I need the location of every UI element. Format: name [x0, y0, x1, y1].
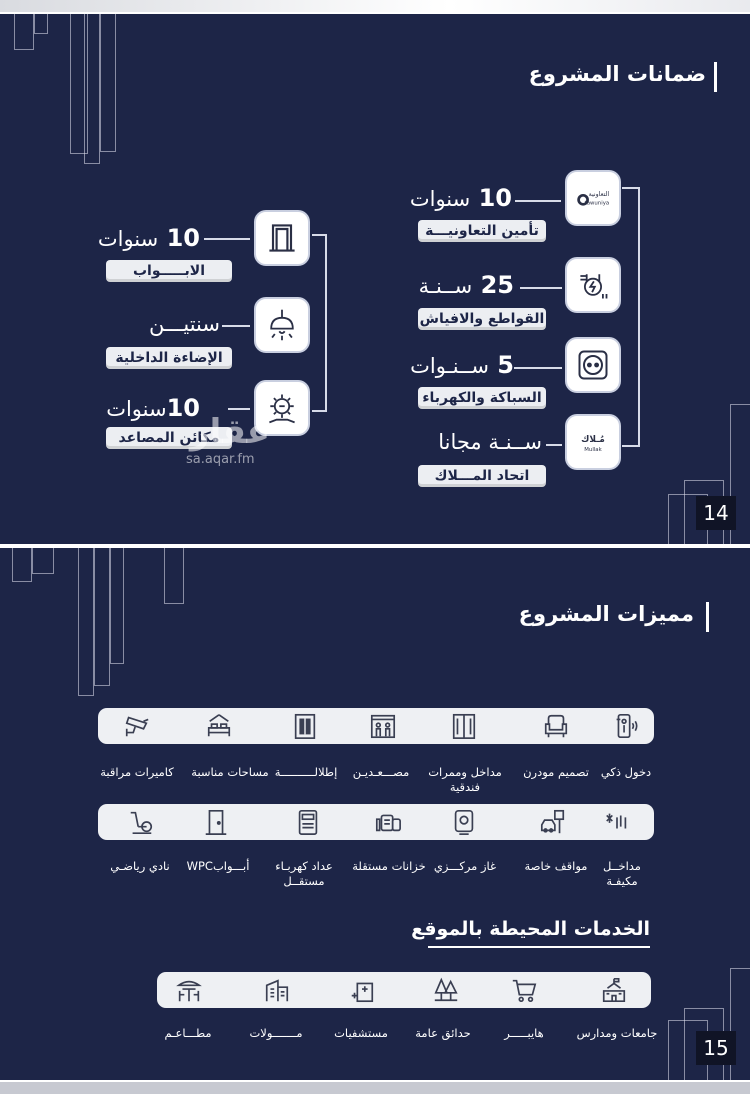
- smart-lock-icon: [608, 711, 642, 741]
- door-icon: [199, 807, 233, 837]
- guarantee-label: القواطع والافياش: [418, 308, 546, 330]
- decor-frame: [94, 548, 110, 686]
- cctv-camera-icon: [120, 711, 154, 741]
- electric-meter-icon: [291, 807, 325, 837]
- feature-label: مساحات مناسبة: [191, 765, 269, 779]
- decor-frame: [12, 548, 32, 582]
- connector-line: [622, 187, 640, 189]
- decor-frame: [14, 14, 34, 50]
- services-title: الخدمات المحيطة بالموقع: [411, 918, 650, 940]
- bedroom-icon: [202, 711, 236, 741]
- connector-line: [520, 287, 562, 289]
- feature-label: كاميرات مراقبة: [100, 765, 174, 779]
- page-title: ضمانات المشروع: [528, 62, 706, 86]
- air-conditioning-icon: [600, 807, 634, 837]
- exercise-bike-icon: [124, 807, 158, 837]
- aqar-watermark-url: sa.aqar.fm: [186, 452, 255, 467]
- power-socket-icon: [565, 337, 621, 393]
- title-accent-bar: [714, 62, 717, 92]
- service-label: مطـــاعـم: [164, 1026, 212, 1040]
- feature-label: إطلالــــــــــة: [274, 765, 338, 779]
- decor-frame: [34, 14, 48, 34]
- mall-icon: [260, 975, 294, 1005]
- guarantee-label: الإضاءة الداخلية: [106, 347, 232, 369]
- guarantee-duration: 10سنوات: [106, 394, 200, 422]
- feature-label: خزانات مستقلة: [352, 859, 426, 873]
- services-title-underline: [428, 946, 650, 948]
- decor-frame: [32, 548, 54, 574]
- guarantee-duration: 5 ســنـوات: [410, 351, 514, 379]
- guarantee-label: الابـــــواب: [106, 260, 232, 282]
- mullak-logo-icon: [565, 414, 621, 470]
- decor-frame: [110, 548, 124, 664]
- water-tank-icon: [371, 807, 405, 837]
- restaurant-icon: [172, 975, 206, 1005]
- svg-text:التعاونية: التعاونية: [588, 191, 610, 199]
- elevator-doors-icon: [447, 711, 481, 741]
- feature-label: مداخل وممرات فندقية: [428, 765, 502, 794]
- ceiling-lamp-icon: [254, 297, 310, 353]
- feature-label: دخول ذكي: [600, 765, 652, 779]
- connector-line: [312, 234, 327, 236]
- slide-project-guarantees: [0, 14, 750, 544]
- guarantee-label: تأمين التعاونيـــة: [418, 220, 546, 242]
- service-label: هايبـــــر: [504, 1026, 544, 1040]
- feature-label: مداخــل مكيفـة: [603, 859, 641, 888]
- service-label: مستشفيات: [334, 1026, 388, 1040]
- guarantee-duration: سنتيـــن: [148, 312, 220, 336]
- svg-text:مُـلاك: مُـلاك: [581, 435, 605, 445]
- slide-project-features: [0, 548, 750, 1080]
- decor-frame: [100, 14, 116, 152]
- door-icon: [254, 210, 310, 266]
- feature-label: مواقف خاصة: [524, 859, 588, 873]
- bottom-edge-strip: [0, 1082, 750, 1094]
- connector-line: [228, 408, 250, 410]
- parking-car-icon: [536, 807, 570, 837]
- svg-text:Mullak: Mullak: [584, 447, 602, 453]
- connector-line: [514, 367, 562, 369]
- guarantee-label: مكائن المصاعد: [106, 427, 232, 449]
- armchair-icon: [539, 711, 573, 741]
- services-bar: [157, 972, 651, 1008]
- guarantee-label: السباكة والكهرباء: [418, 387, 546, 409]
- guarantee-duration: ســنـة مجانا: [438, 430, 542, 454]
- tawuniya-logo-icon: [565, 170, 621, 226]
- guarantee-duration: 10 سنوات: [97, 224, 200, 252]
- feature-label: نادي رياضـي: [110, 859, 170, 873]
- feature-label: غاز مركـــزي: [433, 859, 497, 873]
- connector-line: [638, 187, 640, 447]
- aqar-watermark-logo: عقار: [190, 412, 271, 452]
- top-edge-strip: [0, 0, 750, 12]
- school-icon: [597, 975, 631, 1005]
- page-number: 15: [696, 1031, 736, 1065]
- service-label: جامعات ومدارس: [576, 1026, 658, 1040]
- connector-line: [325, 234, 327, 412]
- feature-label: مصـــعـديـن: [352, 765, 410, 779]
- feature-label: عداد كهربـاء مستقــل: [275, 859, 333, 888]
- elevator-icon: [366, 711, 400, 741]
- decor-frame: [164, 548, 184, 604]
- connector-line: [222, 325, 250, 327]
- shopping-cart-icon: [507, 975, 541, 1005]
- service-label: حدائق عامة: [415, 1026, 471, 1040]
- title-accent-bar: [706, 602, 709, 632]
- connector-line: [204, 238, 250, 240]
- connector-line: [622, 445, 640, 447]
- service-label: مـــــــولات: [249, 1026, 303, 1040]
- connector-line: [546, 444, 562, 446]
- feature-label: تصميم مودرن: [523, 765, 589, 779]
- electric-plug-icon: [565, 257, 621, 313]
- trees-icon: [429, 975, 463, 1005]
- gas-meter-icon: [447, 807, 481, 837]
- connector-line: [515, 200, 561, 202]
- svg-text:tawuniya: tawuniya: [584, 200, 610, 207]
- decor-frame: [70, 14, 88, 154]
- page-title: مميزات المشروع: [518, 602, 694, 626]
- window-icon: [288, 711, 322, 741]
- guarantee-duration: 25 ســنـة: [418, 271, 514, 299]
- feature-label: أبـــوابWPC: [186, 859, 250, 873]
- connector-line: [312, 410, 327, 412]
- guarantee-duration: 10 سنوات: [409, 184, 512, 212]
- hospital-icon: [345, 975, 379, 1005]
- decor-frame: [78, 548, 94, 696]
- page-number: 14: [696, 496, 736, 530]
- guarantee-label: اتحاد المـــلاك: [418, 465, 546, 487]
- decor-frame: [84, 14, 100, 164]
